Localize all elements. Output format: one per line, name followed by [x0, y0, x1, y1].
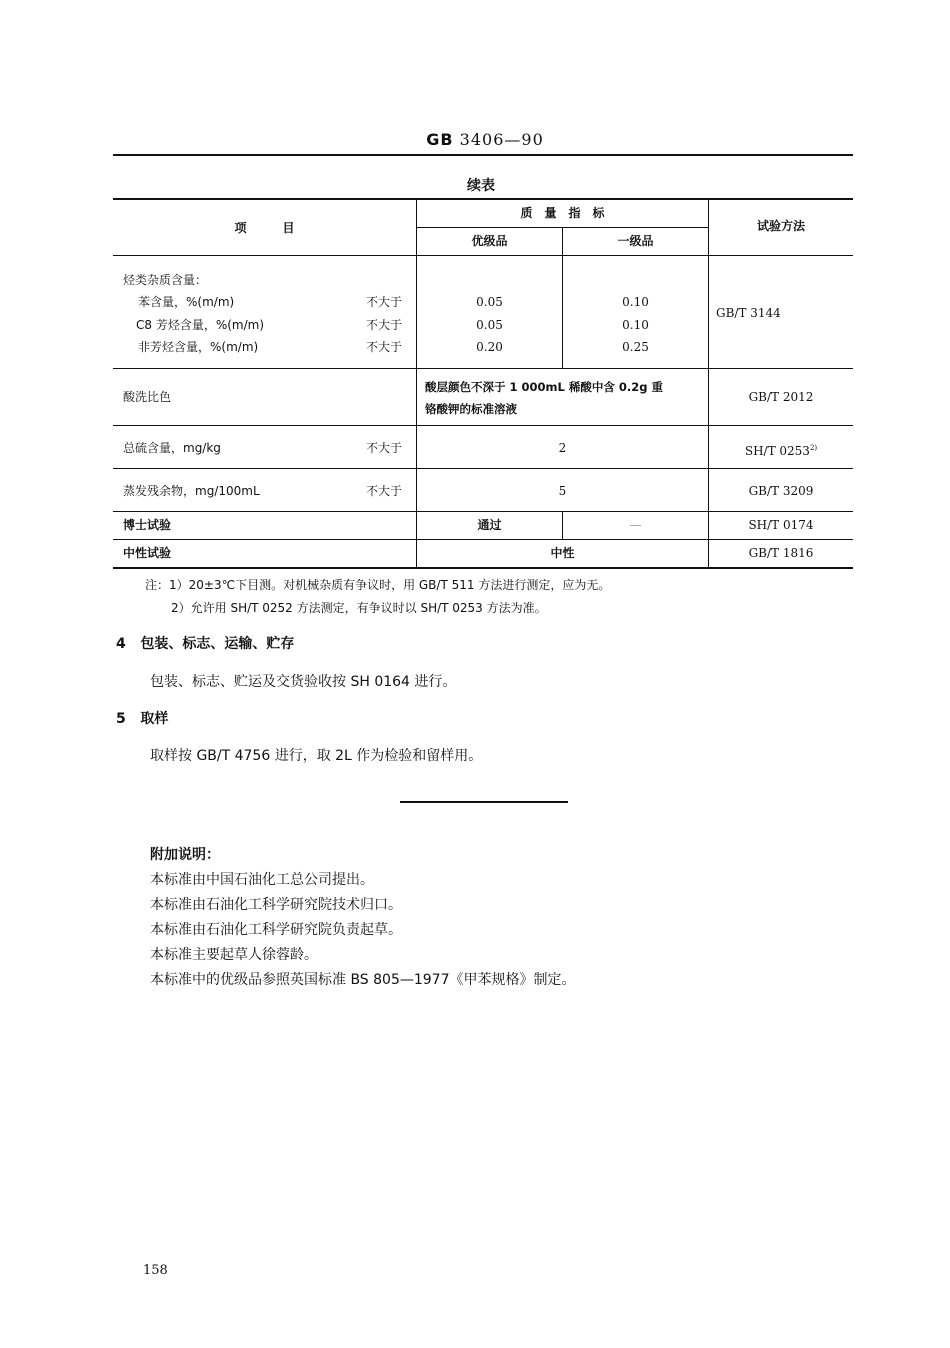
row-line-3: [113, 468, 853, 469]
section-5-body: 取样按 GB/T 4756 进行，取 2L 作为检验和留样用。: [150, 748, 483, 764]
row-c8-first: 0.10: [622, 318, 649, 332]
row-doctor-first: —: [629, 518, 642, 532]
row-line-5: [113, 539, 853, 540]
row-sulfur-value: 2: [558, 441, 567, 455]
header-rule: [113, 154, 853, 156]
header-item: 项 目: [234, 221, 295, 235]
row-nonaromatic-item: 非芳烃含量，%(m/m): [138, 340, 259, 354]
table-note-2: 2）允许用 SH/T 0252 方法测定，有争议时以 SH/T 0253 方法为准。: [171, 601, 547, 615]
section-4-heading: [116, 633, 294, 653]
table-note-1: 注：1）20±3℃下目测。对机械杂质有争议时，用 GB/T 511 方法进行测定，应为无。: [145, 578, 611, 592]
table-top-border: [113, 198, 853, 200]
header-quality: 质 量 指 标: [520, 206, 605, 220]
row-neutral-method: GB/T 1816: [748, 546, 814, 560]
appendix-line-3: 本标准由石油化工科学研究院负责起草。: [150, 922, 402, 938]
row-residue-item: 蒸发残余物，mg/100mL: [123, 484, 260, 498]
page-number: 158: [143, 1263, 168, 1278]
col-line-1: [416, 199, 417, 567]
row-c8-cond: 不大于: [366, 318, 403, 332]
row-acid-item: 酸洗比色: [123, 390, 172, 404]
row-sulfur-footnote-ref: 2): [809, 444, 818, 452]
group-label: 烃类杂质含量：: [123, 273, 208, 287]
table-bottom-border: [113, 567, 853, 569]
row-benzene-item: 苯含量，%(m/m): [138, 295, 235, 309]
row-sulfur-item: 总硫含量，mg/kg: [123, 441, 221, 455]
section-5-number: 5: [116, 711, 126, 727]
row-c8-premium: 0.05: [476, 318, 503, 332]
row-residue-value: 5: [558, 484, 567, 498]
row-nonaromatic-premium: 0.20: [476, 340, 503, 354]
standard-code: [0, 130, 950, 149]
row-acid-method: GB/T 2012: [748, 390, 814, 404]
appendix-line-2: 本标准由石油化工科学研究院技术归口。: [150, 897, 402, 913]
row-c8-item: C8 芳烃含量，%(m/m): [136, 318, 265, 332]
row-acid-spec-line1: 酸层颜色不深于 1 000mL 稀酸中含 0.2g 重: [425, 380, 663, 394]
row-residue-method: GB/T 3209: [748, 484, 814, 498]
row-neutral-item: 中性试验: [123, 546, 172, 560]
section-4-body: 包装、标志、贮运及交货验收按 SH 0164 进行。: [150, 674, 457, 690]
row-benzene-cond: 不大于: [366, 295, 403, 309]
row-residue-cond: 不大于: [366, 484, 403, 498]
row-sulfur-cond: 不大于: [366, 441, 403, 455]
row-line-2: [113, 425, 853, 426]
header-premium: 优级品: [471, 234, 508, 248]
header-bottom-line: [113, 255, 853, 256]
section-5-title: 取样: [140, 711, 169, 727]
table-title: 续表: [467, 178, 495, 194]
row-neutral-value: 中性: [550, 546, 575, 560]
appendix-line-5: 本标准中的优级品参照英国标准 BS 805—1977《甲苯规格》制定。: [150, 972, 576, 988]
end-separator: [400, 801, 568, 803]
row-doctor-premium: 通过: [477, 518, 502, 532]
group-method: GB/T 3144: [716, 306, 781, 320]
section-4-number: 4: [116, 636, 126, 652]
row-acid-spec-line2: 铬酸钾的标准溶液: [425, 402, 517, 416]
standard-prefix: GB: [426, 130, 454, 149]
row-doctor-method: SH/T 0174: [748, 518, 814, 532]
row-sulfur-method-cell: [709, 441, 853, 458]
header-first-grade: 一级品: [617, 234, 654, 248]
col-line-3: [708, 199, 709, 567]
section-5-heading: [116, 708, 168, 728]
row-line-1: [113, 368, 853, 369]
row-line-4: [113, 511, 853, 512]
row-sulfur-method: SH/T 0253: [744, 444, 810, 458]
row-doctor-item: 博士试验: [123, 518, 172, 532]
header-method: 试验方法: [756, 219, 805, 233]
appendix-line-1: 本标准由中国石油化工总公司提出。: [150, 872, 374, 888]
section-4-title: 包装、标志、运输、贮存: [140, 636, 295, 652]
appendix-title: 附加说明：: [150, 847, 220, 863]
standard-number: 3406—90: [459, 130, 544, 149]
row-benzene-premium: 0.05: [476, 295, 503, 309]
row-benzene-first: 0.10: [622, 295, 649, 309]
appendix-line-4: 本标准主要起草人徐蓉龄。: [150, 947, 318, 963]
row-nonaromatic-cond: 不大于: [366, 340, 403, 354]
row-nonaromatic-first: 0.25: [622, 340, 649, 354]
